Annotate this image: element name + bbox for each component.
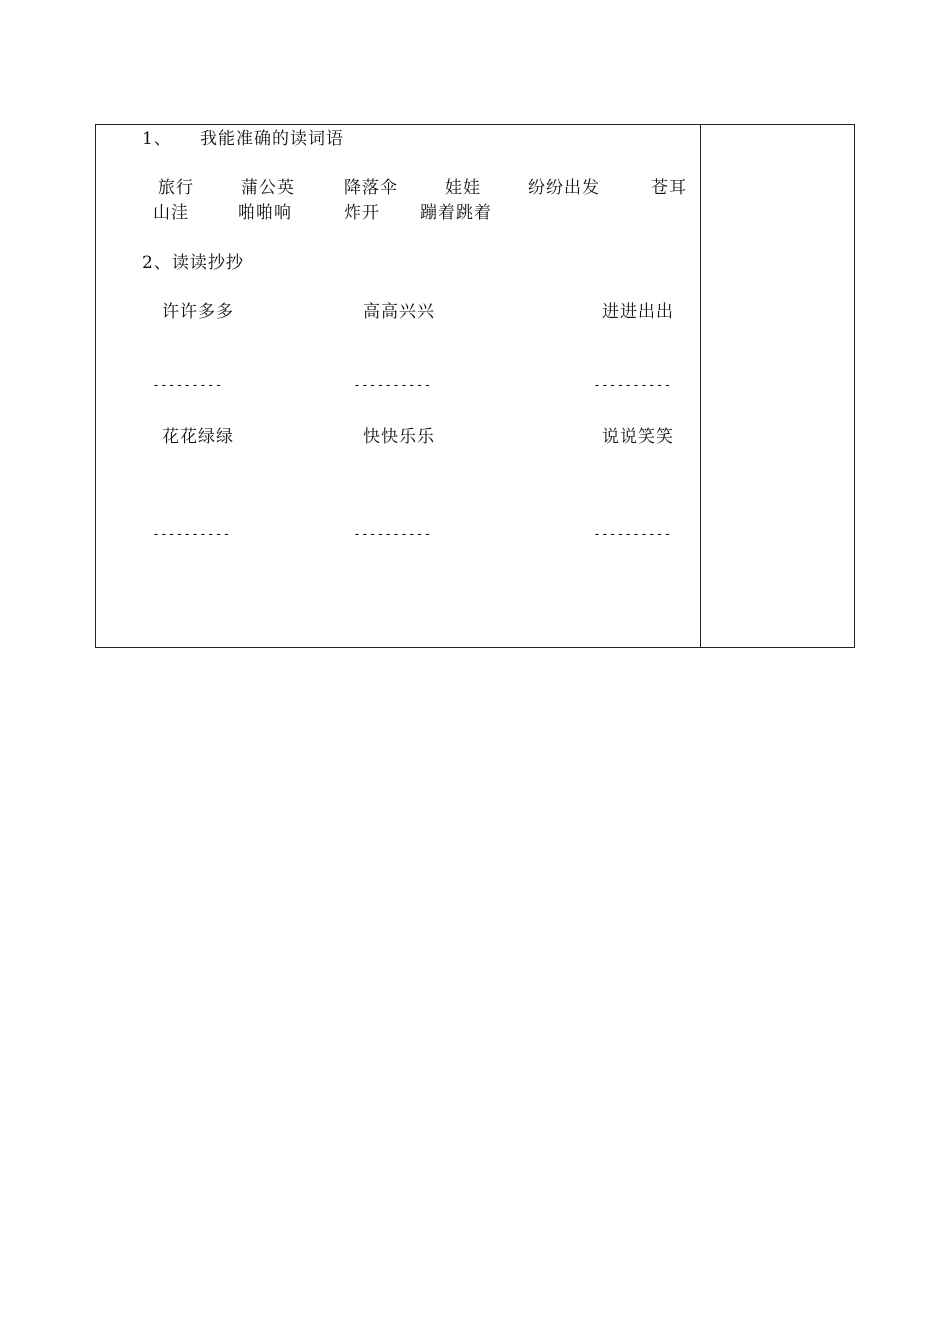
copy-word: 快快乐乐	[363, 427, 435, 447]
copy-blank-line: ----------	[593, 378, 672, 393]
word-item: 啪啪响	[238, 203, 292, 223]
copy-blank-line: ----------	[353, 527, 432, 542]
copy-word: 花花绿绿	[162, 427, 234, 447]
word-item: 山洼	[153, 203, 189, 223]
copy-word: 说说笑笑	[602, 427, 674, 447]
section1-title: 我能准确的读词语	[200, 129, 344, 149]
copy-blank-line: ----------	[353, 378, 432, 393]
word-item: 旅行	[158, 178, 194, 198]
copy-word: 进进出出	[602, 302, 674, 322]
worksheet-table	[95, 124, 855, 648]
word-item: 娃娃	[445, 178, 481, 198]
word-item: 纷纷出发	[528, 178, 600, 198]
section2-title: 2、读读抄抄	[142, 253, 244, 273]
copy-blank-line: ----------	[152, 527, 231, 542]
word-item: 蒲公英	[241, 178, 295, 198]
word-item: 蹦着跳着	[420, 203, 492, 223]
section1-number: 1、	[142, 129, 172, 149]
copy-word: 许许多多	[162, 302, 234, 322]
word-item: 苍耳	[651, 178, 687, 198]
copy-word: 高高兴兴	[363, 302, 435, 322]
copy-blank-line: ---------	[152, 378, 223, 393]
word-item: 炸开	[344, 203, 380, 223]
word-item: 降落伞	[344, 178, 398, 198]
right-column-divider	[700, 125, 701, 647]
copy-blank-line: ----------	[593, 527, 672, 542]
